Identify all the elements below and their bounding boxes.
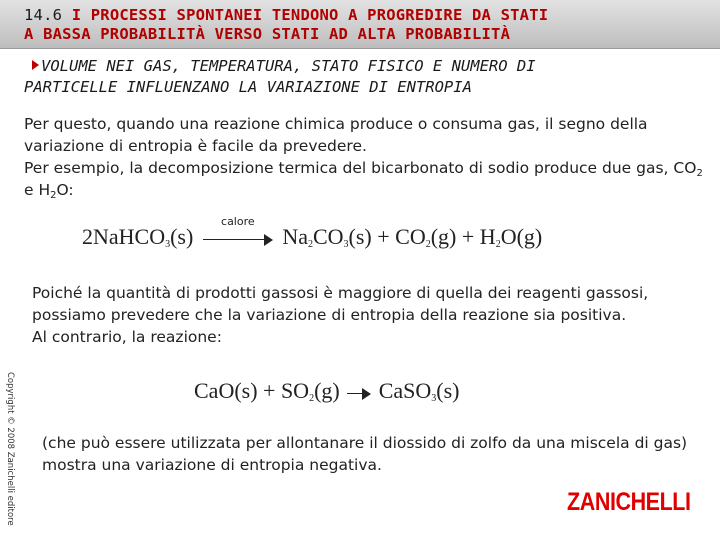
subscript: 3 xyxy=(165,239,171,250)
eq-state: (s) + xyxy=(348,224,396,249)
eq-reactant: CaO(s) + SO xyxy=(194,378,310,403)
reaction-arrow-icon xyxy=(347,383,371,403)
subscript: 2 xyxy=(307,239,313,250)
section-number: 14.6 xyxy=(24,6,63,24)
eq-state: (g) + xyxy=(430,224,480,249)
paragraph-intro-d: O: xyxy=(56,181,74,199)
eq-state: (s) xyxy=(170,224,194,249)
subscript: 2 xyxy=(309,393,315,404)
reaction-arrow-icon xyxy=(203,214,273,249)
publisher-logo xyxy=(553,486,705,518)
eq-state: (s) xyxy=(436,378,460,403)
subscript: 2 xyxy=(495,239,501,250)
paragraph-intro-b: Per esempio, la decomposizione termica del bicarbonato di sodio produce due gas, CO xyxy=(24,159,697,177)
eq-product: CO xyxy=(395,224,426,249)
title-bar xyxy=(0,0,720,49)
subheading-line-1 xyxy=(24,56,704,77)
arrow-label: calore xyxy=(221,214,255,228)
paragraph-intro-a: Per questo, quando una reazione chimica produce o consuma gas, il segno della variazione di entropia è facile da prevedere. xyxy=(24,115,648,155)
logo-text: ZANICHELLI xyxy=(567,487,691,516)
eq-product: O(g) xyxy=(500,224,543,249)
copyright-notice xyxy=(1,372,15,526)
eq-product: CO xyxy=(312,224,344,249)
triangle-bullet-icon xyxy=(32,60,39,70)
paragraph-intro xyxy=(24,113,704,201)
eq-state: (g) xyxy=(314,378,340,403)
subheading-text-1: VOLUME NEI GAS, TEMPERATURA, STATO FISICO E NUMERO DI xyxy=(41,57,536,75)
subscript: 2 xyxy=(425,239,431,250)
subheading xyxy=(24,56,704,98)
eq-reactant: 2NaHCO xyxy=(82,224,166,249)
subscript: 2 xyxy=(696,168,703,179)
copyright-text: Copyright © 2008 Zanichelli editore xyxy=(5,372,15,526)
title-text-1: I PROCESSI SPONTANEI TENDONO A PROGREDIRE DA STATI xyxy=(71,6,549,24)
paragraph-intro-c: e H xyxy=(24,181,51,199)
subscript: 3 xyxy=(431,393,437,404)
eq-product: CaSO xyxy=(378,378,432,403)
paragraph-explanation-a: Poiché la quantità di prodotti gassosi è maggiore di quella dei reagenti gassosi, possiamo prevedere che la variazione di entropia della reazione sia positiva. xyxy=(32,284,649,324)
subscript: 3 xyxy=(343,239,349,250)
paragraph-explanation xyxy=(32,282,702,348)
subscript: 2 xyxy=(50,190,57,201)
title-line-2: A BASSA PROBABILITÀ VERSO STATI AD ALTA PROBABILITÀ xyxy=(24,25,511,43)
title-line-1 xyxy=(24,6,548,24)
eq-product: H xyxy=(479,224,496,249)
paragraph-conclusion: (che può essere utilizzata per allontanare il diossido di zolfo da una miscela di gas) mostra una variazione di entropia negativa. xyxy=(42,434,688,474)
equation-caso3 xyxy=(194,378,460,404)
subheading-line-2: PARTICELLE INFLUENZANO LA VARIAZIONE DI ENTROPIA xyxy=(24,78,472,96)
eq-product: Na xyxy=(282,224,308,249)
paragraph-explanation-b: Al contrario, la reazione: xyxy=(32,328,222,346)
equation-decomposition xyxy=(82,214,543,250)
